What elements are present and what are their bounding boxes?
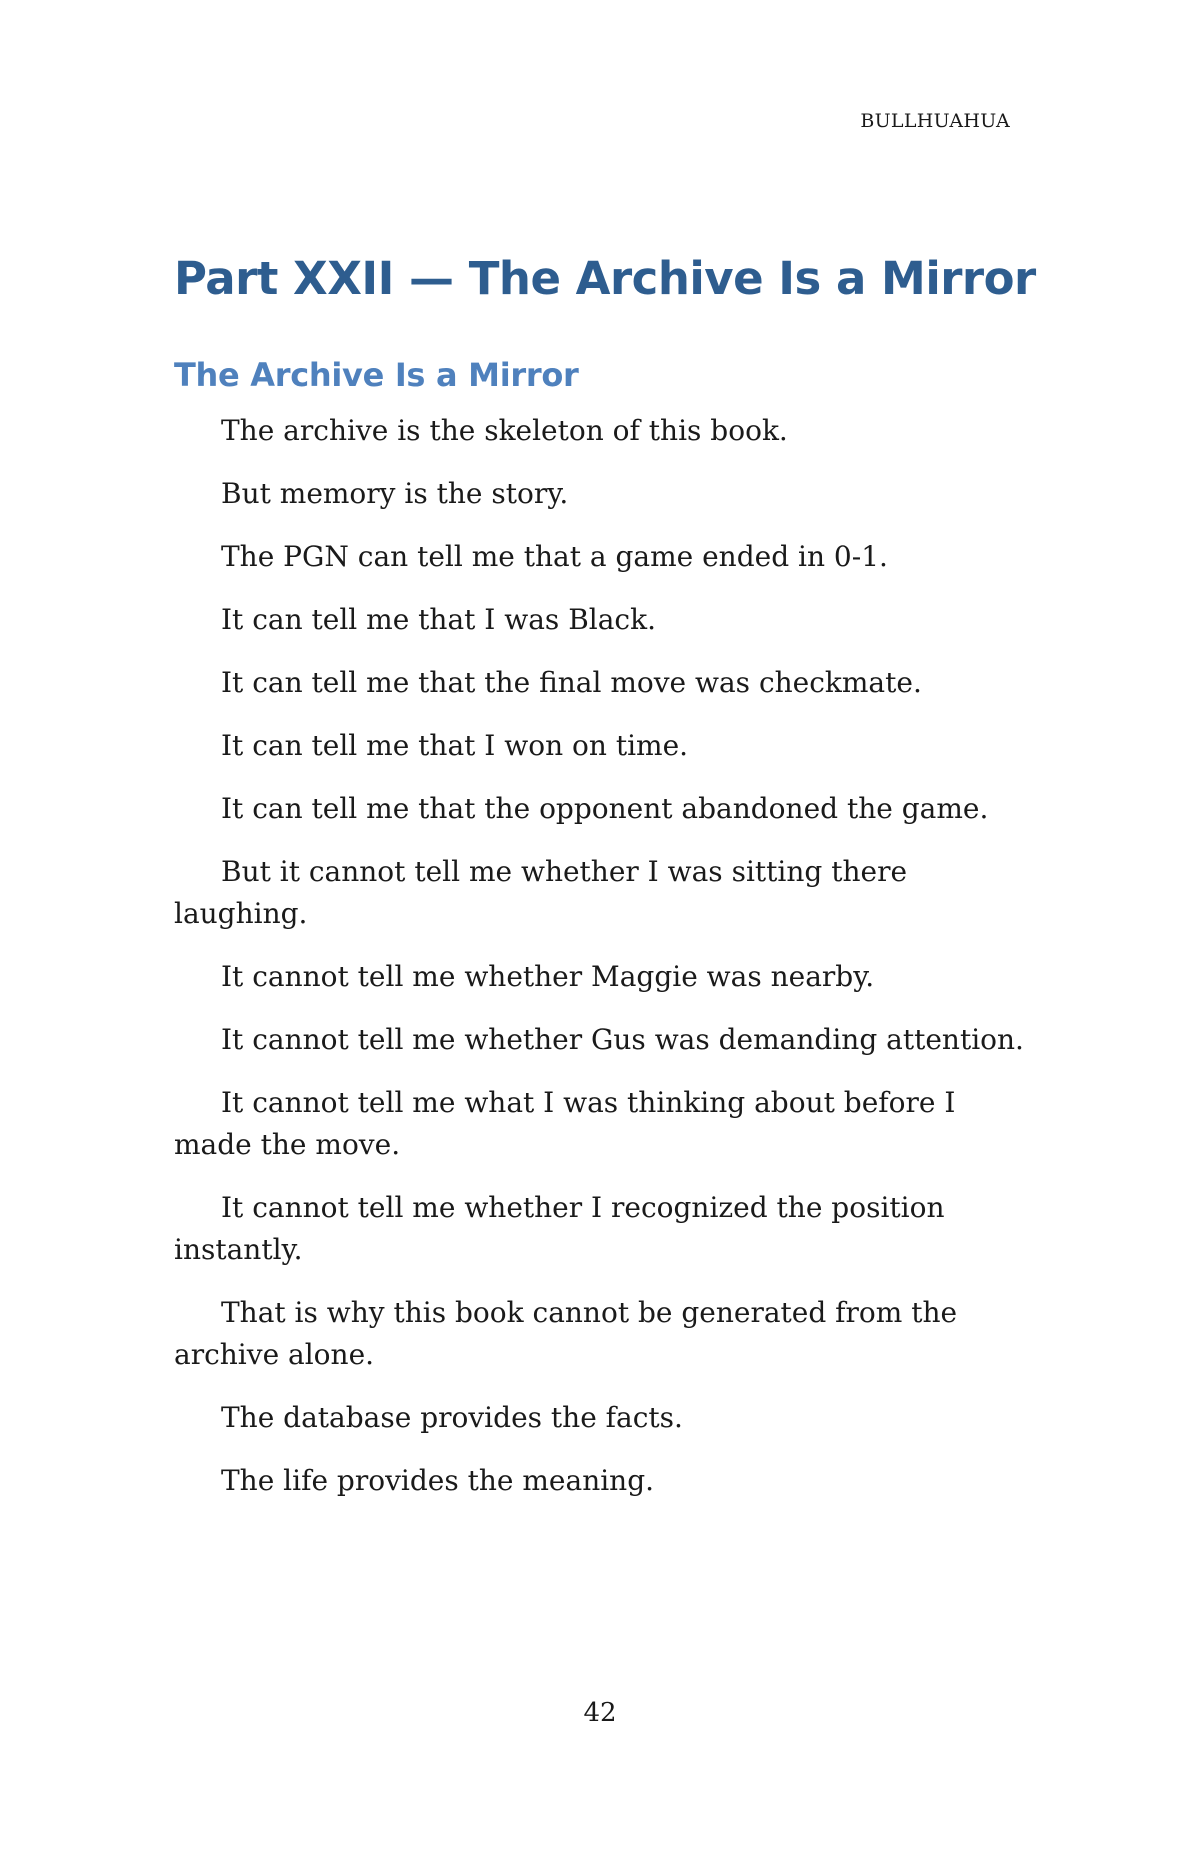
paragraph: It cannot tell me whether Maggie was nearby. xyxy=(221,960,875,993)
paragraph: It can tell me that the final move was checkmate. xyxy=(221,666,922,699)
paragraph: The PGN can tell me that a game ended in 0-1. xyxy=(221,540,888,573)
running-header: BULLHUAHUA xyxy=(860,110,1010,132)
paragraph: That is why this book cannot be generated from the archive alone. xyxy=(174,1296,958,1371)
part-title: Part XXII — The Archive Is a Mirror xyxy=(174,252,1036,305)
section-title: The Archive Is a Mirror xyxy=(174,356,579,394)
paragraph: But memory is the story. xyxy=(221,477,569,510)
body-text xyxy=(174,410,1034,1523)
paragraph: It cannot tell me whether Gus was demanding attention. xyxy=(221,1023,1024,1056)
paragraph: The archive is the skeleton of this book. xyxy=(221,414,788,447)
paragraph: The life provides the meaning. xyxy=(221,1464,655,1497)
paragraph: It can tell me that the opponent abandoned the game. xyxy=(221,792,989,825)
page-number: 42 xyxy=(583,1698,617,1728)
paragraph: But it cannot tell me whether I was sitting there laughing. xyxy=(174,855,908,930)
paragraph: It cannot tell me whether I recognized the position instantly. xyxy=(174,1191,945,1266)
paragraph: The database provides the facts. xyxy=(221,1401,683,1434)
paragraph: It can tell me that I was Black. xyxy=(221,603,656,636)
paragraph: It can tell me that I won on time. xyxy=(221,729,689,762)
paragraph: It cannot tell me what I was thinking about before I made the move. xyxy=(174,1086,956,1161)
